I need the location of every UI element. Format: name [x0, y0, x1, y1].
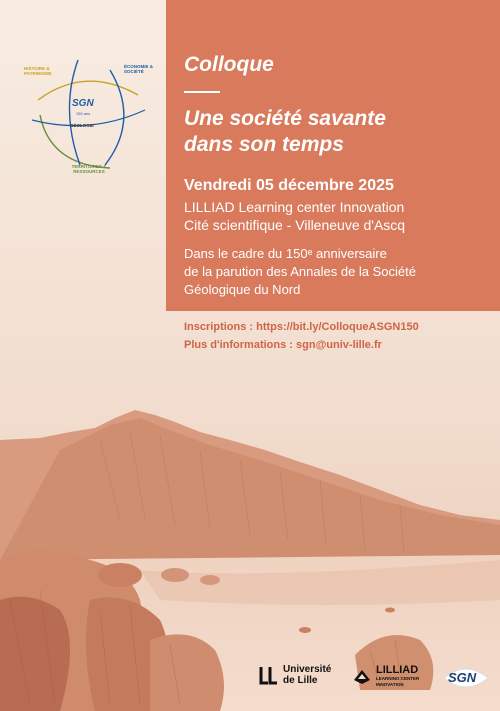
lilliad-tagline-1: LEARNING CENTER [376, 676, 420, 681]
emblem-label-histoire: HISTOIRE & PATRIMOINE [24, 66, 52, 77]
event-date: Vendredi 05 décembre 2025 [184, 177, 394, 194]
emblem-label-economie: ÉCONOMIE & SOCIÉTÉ [124, 64, 154, 75]
context-line-2: de la parution des Annales de la Société [184, 264, 417, 279]
sgn-footer-logo [440, 658, 492, 698]
universite-lille-line-1: Université [283, 664, 332, 675]
title-divider [184, 91, 220, 93]
lilliad-wordmark [376, 664, 419, 688]
registration-link[interactable]: Inscriptions : https://bit.ly/ColloqueASGN150 [184, 321, 419, 333]
event-type-title: Colloque [184, 53, 274, 76]
event-subtitle [184, 106, 386, 158]
universite-lille-line-2: de Lille [283, 675, 318, 686]
lilliad-mark-icon [352, 666, 372, 686]
emblem-label-sgn: SGN [72, 98, 94, 109]
emblem-label-geologie: GÉOLOGIE [70, 123, 95, 128]
sgn-emblem-logo [10, 40, 160, 190]
context-line-3: Géologique du Nord [184, 282, 301, 297]
universite-de-lille-logo [258, 664, 331, 686]
emblem-label-territoires: TERRITOIRES & RESSOURCES [71, 164, 107, 175]
lilliad-tagline-2: INNOVATION [376, 682, 404, 687]
context-line-1: Dans le cadre du 150ᵉ anniversaire [184, 246, 387, 261]
venue-line-2: Cité scientifique - Villeneuve d'Ascq [184, 217, 406, 233]
sgn-footer-wordmark: SGN [448, 670, 477, 685]
venue-line-1: LILLIAD Learning center Innovation [184, 199, 405, 215]
event-subtitle-line-2: dans son temps [184, 133, 344, 156]
event-info-panel [166, 0, 500, 311]
lilliad-name: LILLIAD [376, 664, 419, 676]
lilliad-logo [352, 664, 419, 688]
contact-email[interactable]: Plus d'informations : sgn@univ-lille.fr [184, 339, 382, 351]
emblem-label-years: 150 ans [76, 111, 91, 116]
universite-lille-wordmark [283, 664, 331, 686]
universite-lille-mark-icon [258, 664, 280, 686]
event-subtitle-line-1: Une société savante [184, 107, 386, 130]
